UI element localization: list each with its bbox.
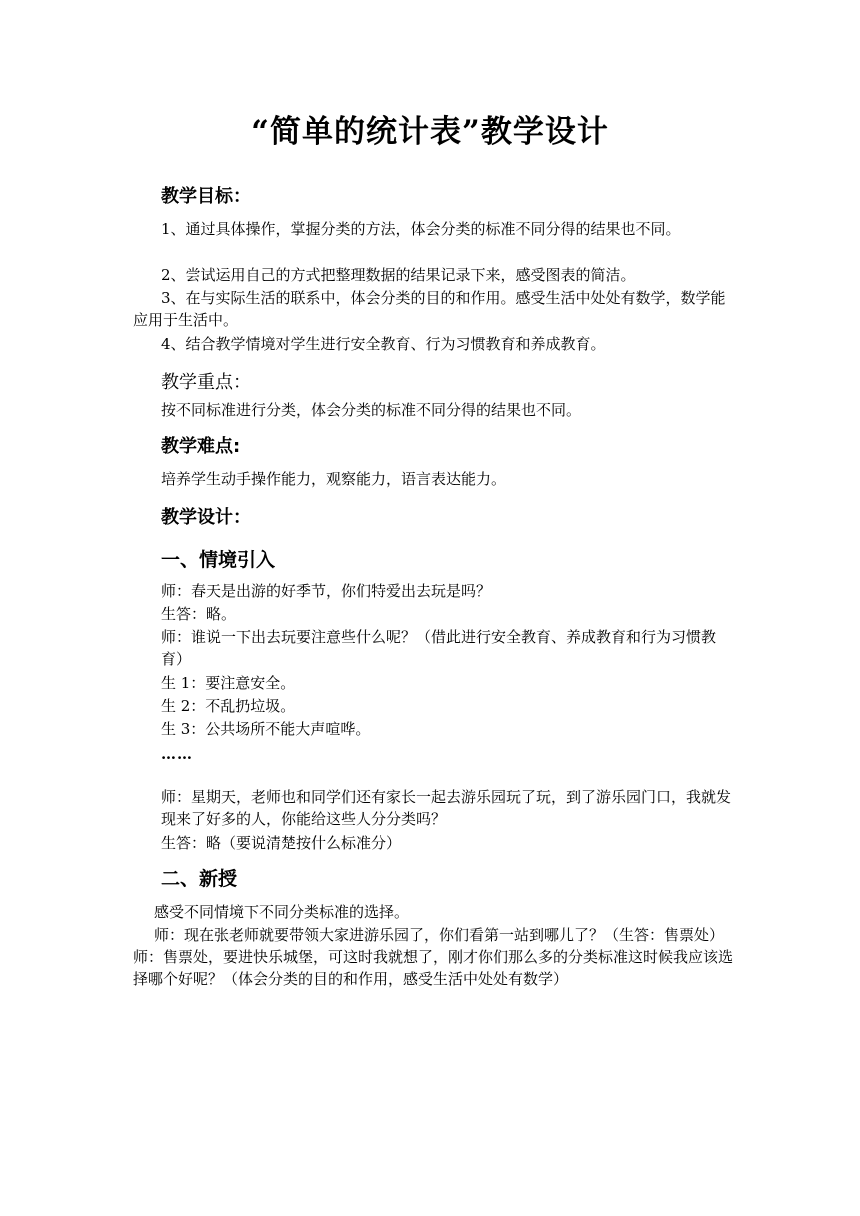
goal-item-2: 2、尝试运用自己的方式把整理数据的结果记录下来，感受图表的简洁。 bbox=[161, 266, 636, 284]
dialogue-line-3: 师：谁说一下出去玩要注意些什么呢？（借此进行安全教育、养成教育和行为习惯教育） bbox=[161, 628, 717, 668]
key-point-heading: 教学重点： bbox=[161, 372, 251, 393]
section1-answer: 生答：略（要说清楚按什么标准分） bbox=[161, 834, 402, 852]
key-point-text: 按不同标准进行分类，体会分类的标准不同分得的结果也不同。 bbox=[161, 401, 582, 419]
ellipsis: …… bbox=[161, 745, 193, 763]
goals-heading: 教学目标： bbox=[161, 186, 251, 207]
dialogue-line-1: 师：春天是出游的好季节，你们特爱出去玩是吗？ bbox=[161, 582, 492, 600]
dialogue-line-5: 生 2：不乱扔垃圾。 bbox=[161, 697, 296, 715]
design-heading: 教学设计： bbox=[161, 507, 251, 528]
section2-heading: 二、新授 bbox=[161, 868, 238, 890]
difficulty-heading: 教学难点: bbox=[161, 436, 241, 457]
dialogue-line-2: 生答：略。 bbox=[161, 605, 237, 623]
dialogue-line-6: 生 3：公共场所不能大声喧哗。 bbox=[161, 720, 371, 738]
document-title: “简单的统计表”教学设计 bbox=[251, 114, 609, 150]
difficulty-text: 培养学生动手操作能力，观察能力，语言表达能力。 bbox=[161, 470, 507, 488]
goal-item-3: 3、在与实际生活的联系中，体会分类的目的和作用。感受生活中处处有数学，数学能应用于生活中。 bbox=[133, 289, 726, 329]
section1-heading: 一、情境引入 bbox=[161, 549, 276, 571]
section2-paragraph: 师：现在张老师就要带领大家进游乐园了，你们看第一站到哪儿了？（生答：售票处）师：售票处，要进快乐城堡，可这时我就想了，刚才你们那么多的分类标准这时候我应该选择哪个好呢？（体会分类的目的和作用，感受生活中处处有数学） bbox=[133, 926, 734, 988]
dialogue-line-4: 生 1：要注意安全。 bbox=[161, 674, 296, 692]
goal-item-1: 1、通过具体操作，掌握分类的方法，体会分类的标准不同分得的结果也不同。 bbox=[161, 220, 681, 238]
section2-intro: 感受不同情境下不同分类标准的选择。 bbox=[154, 903, 410, 921]
section1-paragraph: 师：星期天，老师也和同学们还有家长一起去游乐园玩了玩，到了游乐园门口，我就发现来了好多的人，你能给这些人分分类吗？ bbox=[161, 788, 732, 828]
goal-item-4: 4、结合教学情境对学生进行安全教育、行为习惯教育和养成教育。 bbox=[161, 335, 606, 353]
